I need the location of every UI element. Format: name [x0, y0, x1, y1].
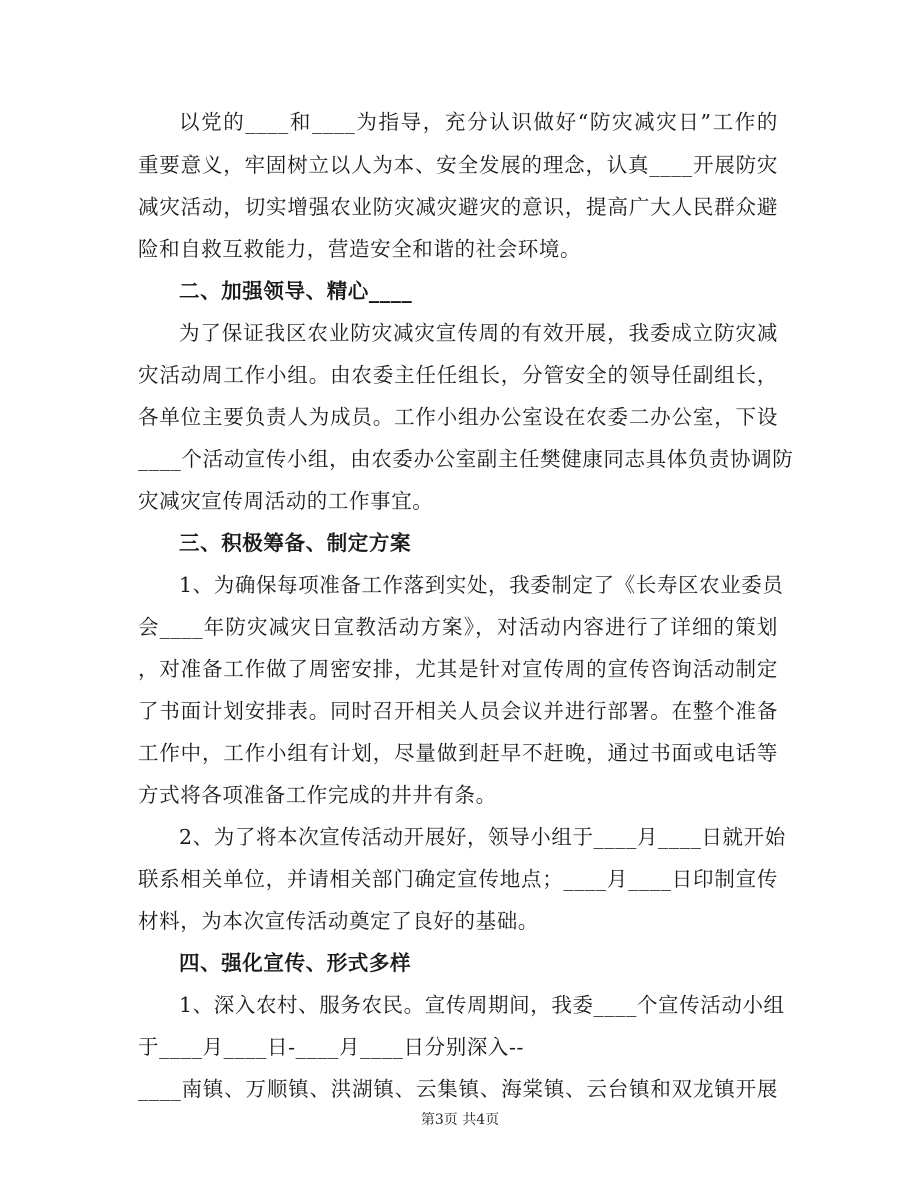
paragraph-line: 联系相关单位，并请相关部门确定宣传地点；____月____日印制宣传: [138, 867, 778, 891]
paragraph-line: 险和自救互救能力，营造安全和谐的社会环境。: [138, 237, 582, 261]
paragraph-line: 1、为确保每项准备工作落到实处，我委制定了《长寿区农业委员: [179, 573, 784, 597]
section-heading: 四、强化宣传、形式多样: [179, 951, 412, 975]
paragraph-line: 2、为了将本次宣传活动开展好，领导小组于____月____日就开始: [179, 825, 786, 849]
paragraph-line: 各单位主要负责人为成员。工作小组办公室设在农委二办公室，下设: [138, 405, 778, 429]
paragraph-line: 方式将各项准备工作完成的井井有条。: [138, 783, 497, 807]
paragraph-line: 重要意义，牢固树立以人为本、安全发展的理念，认真____开展防灾: [138, 153, 778, 177]
page-number-footer: 第3页 共4页: [420, 1112, 500, 1128]
paragraph-line: 工作中，工作小组有计划，尽量做到赶早不赶晚，通过书面或电话等: [138, 741, 778, 765]
paragraph-line: ____个活动宣传小组，由农委办公室副主任樊健康同志具体负责协调防: [138, 447, 794, 471]
paragraph-line: 为了保证我区农业防灾减灾宣传周的有效开展，我委成立防灾减: [179, 321, 778, 345]
paragraph-line: 灾减灾宣传周活动的工作事宜。: [138, 489, 434, 513]
section-heading: 二、加强领导、精心____: [179, 279, 413, 303]
paragraph-line: 1、深入农村、服务农民。宣传周期间，我委____个宣传活动小组: [179, 993, 785, 1017]
paragraph-line: 材料，为本次宣传活动奠定了良好的基础。: [138, 909, 539, 933]
paragraph-line: 灾活动周工作小组。由农委主任任组长，分管安全的领导任副组长，: [138, 363, 778, 387]
paragraph-line: 了书面计划安排表。同时召开相关人员会议并进行部署。在整个准备: [138, 699, 778, 723]
paragraph-line: 会____年防灾减灾日宣教活动方案》，对活动内容进行了详细的策划: [138, 615, 778, 639]
paragraph-line: 于____月____日-____月____日分别深入--: [138, 1035, 525, 1059]
paragraph-line: ，对准备工作做了周密安排，尤其是针对宣传周的宣传咨询活动制定: [138, 657, 778, 681]
paragraph-line: 以党的____和____为指导，充分认识做好“防灾减灾日”工作的: [179, 110, 778, 134]
paragraph-line: ____南镇、万顺镇、洪湖镇、云集镇、海棠镇、云台镇和双龙镇开展: [138, 1077, 778, 1101]
paragraph-line: 减灾活动，切实增强农业防灾减灾避灾的意识，提高广大人民群众避: [138, 195, 778, 219]
section-heading: 三、积极筹备、制定方案: [179, 531, 412, 555]
